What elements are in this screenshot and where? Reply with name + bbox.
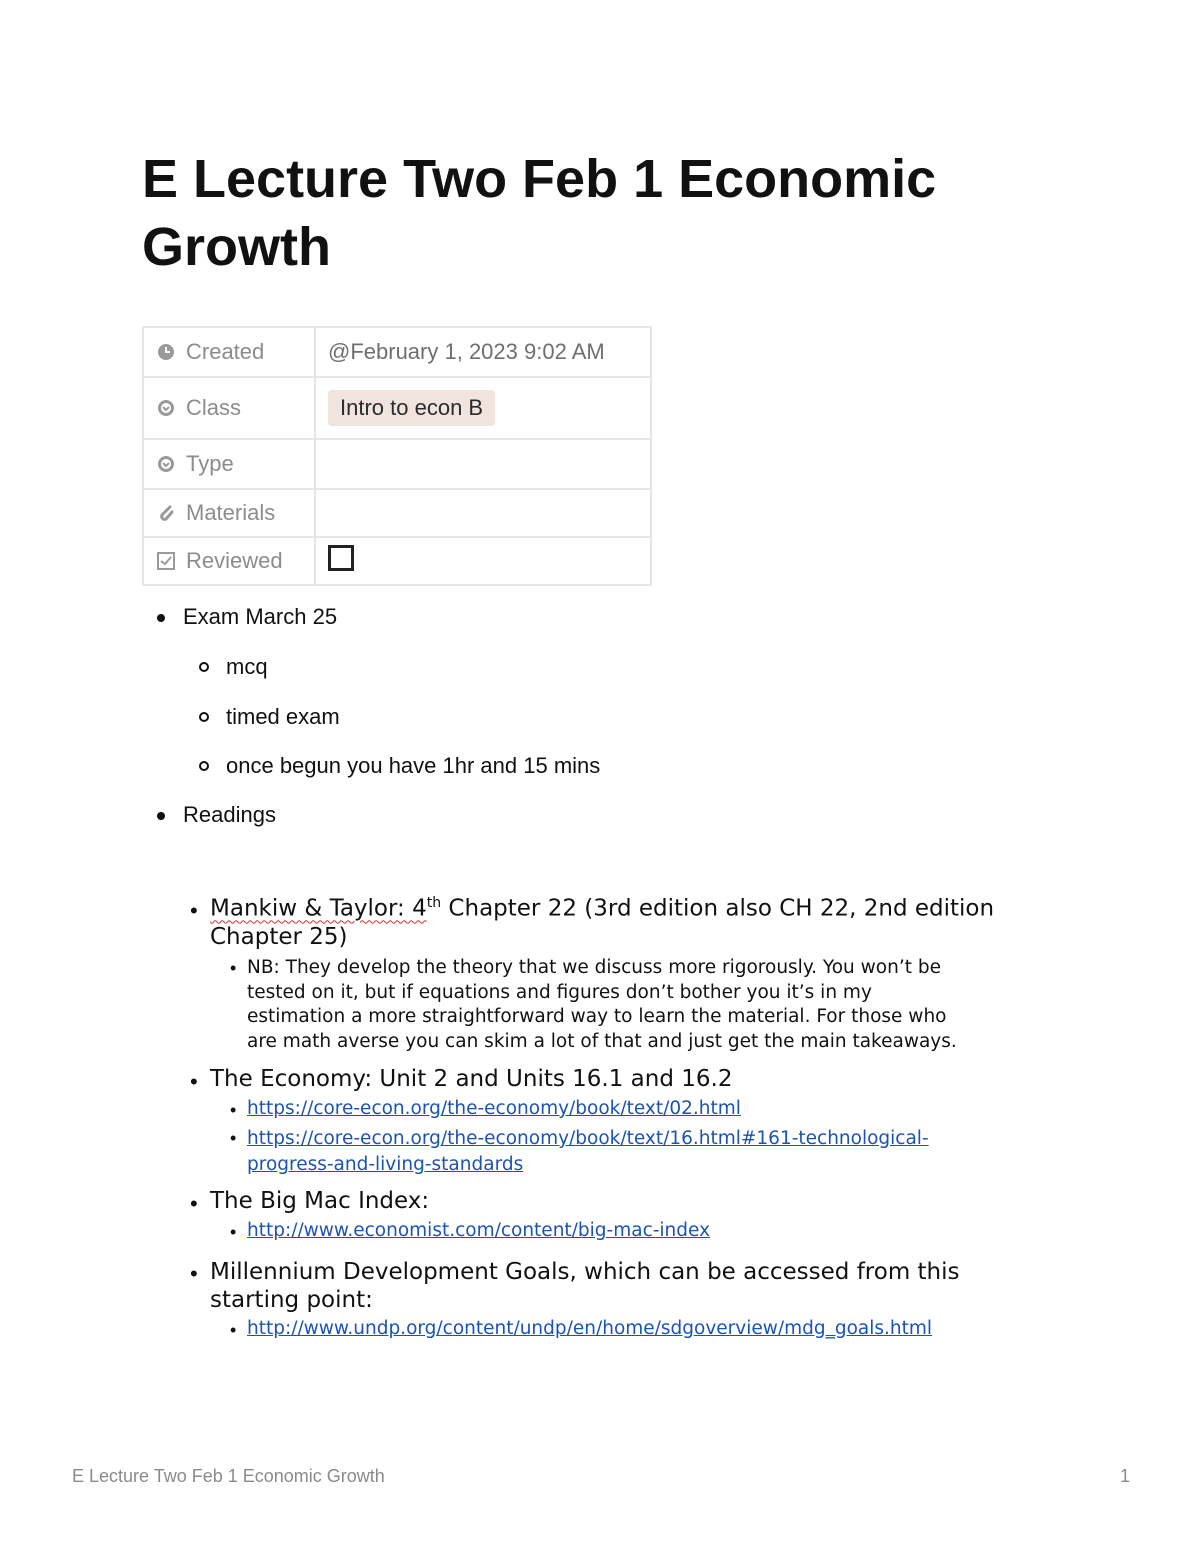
reading-mankiw — [210, 895, 994, 922]
bullet-glyph: • — [230, 1128, 237, 1148]
reading-superscript: th — [426, 895, 442, 911]
bullet-glyph: • — [230, 958, 237, 978]
properties-table — [142, 326, 652, 586]
type-value[interactable] — [315, 439, 651, 489]
bullet-glyph: • — [230, 1320, 237, 1340]
reading-text: Chapter 25) — [210, 924, 348, 950]
bullet-glyph: • — [230, 1222, 237, 1242]
select-icon — [156, 454, 176, 474]
reading-text: Chapter 22 (3rd edition also CH 22, 2nd edition — [441, 895, 995, 922]
bullet-dot — [157, 614, 165, 622]
link-core-econ-02[interactable]: https://core-econ.org/the-economy/book/text/02.html — [247, 1098, 741, 1119]
bullet-ring — [199, 662, 209, 672]
list-item: once begun you have 1hr and 15 mins — [226, 753, 601, 778]
nb-line: estimation a more straightforward way to learn the material. For those who — [247, 1006, 947, 1027]
bullet-ring — [199, 761, 209, 771]
property-key: Type — [186, 451, 234, 476]
reading-mdg — [210, 1258, 960, 1314]
list-item: Exam March 25 — [183, 604, 338, 629]
property-key: Class — [186, 395, 242, 420]
reading-text: starting point: — [210, 1287, 373, 1313]
list-item: Readings — [183, 802, 276, 827]
property-row-class — [143, 377, 651, 439]
property-row-reviewed — [143, 537, 651, 585]
materials-value[interactable] — [315, 489, 651, 537]
bullet-ring — [199, 712, 209, 722]
list-item: mcq — [226, 654, 268, 679]
checkbox-icon — [156, 551, 176, 571]
nb-line: NB: They develop the theory that we discuss more rigorously. You won’t be — [247, 957, 941, 978]
clock-icon — [156, 342, 176, 362]
reading-text: Mankiw & Taylor: 4 — [210, 895, 427, 922]
link-undp-mdg[interactable]: http://www.undp.org/content/undp/en/home/sdgoverview/mdg_goals.html — [247, 1318, 933, 1339]
reading-text: Millennium Development Goals, which can be accessed from this — [210, 1259, 960, 1285]
link-text[interactable]: https://core-econ.org/the-economy/book/text/16.html#161-technological- — [247, 1128, 929, 1149]
reading-economy: The Economy: Unit 2 and Units 16.1 and 16.2 — [210, 1066, 733, 1092]
bullet-glyph: • — [190, 1261, 198, 1286]
nb-note — [247, 956, 957, 1054]
paperclip-icon — [156, 503, 176, 523]
reviewed-checkbox[interactable] — [328, 545, 354, 571]
list-item: timed exam — [226, 704, 340, 729]
bullet-dot — [157, 812, 165, 820]
page-title: E Lecture Two Feb 1 Economic Growth — [142, 149, 937, 277]
footer-title: E Lecture Two Feb 1 Economic Growth — [72, 1466, 385, 1486]
page-footer — [72, 1466, 1130, 1487]
bullet-glyph: • — [190, 1191, 198, 1216]
nb-line: are math averse you can skim a lot of that and just get the main takeaways. — [247, 1030, 957, 1052]
property-row-materials — [143, 489, 651, 537]
link-core-econ-16[interactable] — [247, 1126, 929, 1178]
property-row-type — [143, 439, 651, 489]
bullet-glyph: • — [190, 898, 198, 923]
reading-bigmac: The Big Mac Index: — [210, 1188, 430, 1214]
class-tag[interactable]: Intro to econ B — [328, 390, 495, 426]
link-big-mac-index[interactable]: http://www.economist.com/content/big-mac-index — [247, 1220, 711, 1241]
select-icon — [156, 398, 176, 418]
property-row-created — [143, 327, 651, 377]
nb-line: tested on it, but if equations and figures don’t bother you it’s in my — [247, 981, 872, 1003]
page-number: 1 — [1119, 1466, 1130, 1486]
link-text[interactable]: progress-and-living-standards — [247, 1154, 524, 1175]
bullet-glyph: • — [230, 1100, 237, 1120]
property-key: Materials — [186, 500, 276, 525]
property-key: Created — [186, 339, 265, 364]
bullet-glyph: • — [190, 1069, 198, 1094]
created-value[interactable]: @February 1, 2023 9:02 AM — [315, 327, 651, 377]
property-key: Reviewed — [186, 548, 283, 573]
